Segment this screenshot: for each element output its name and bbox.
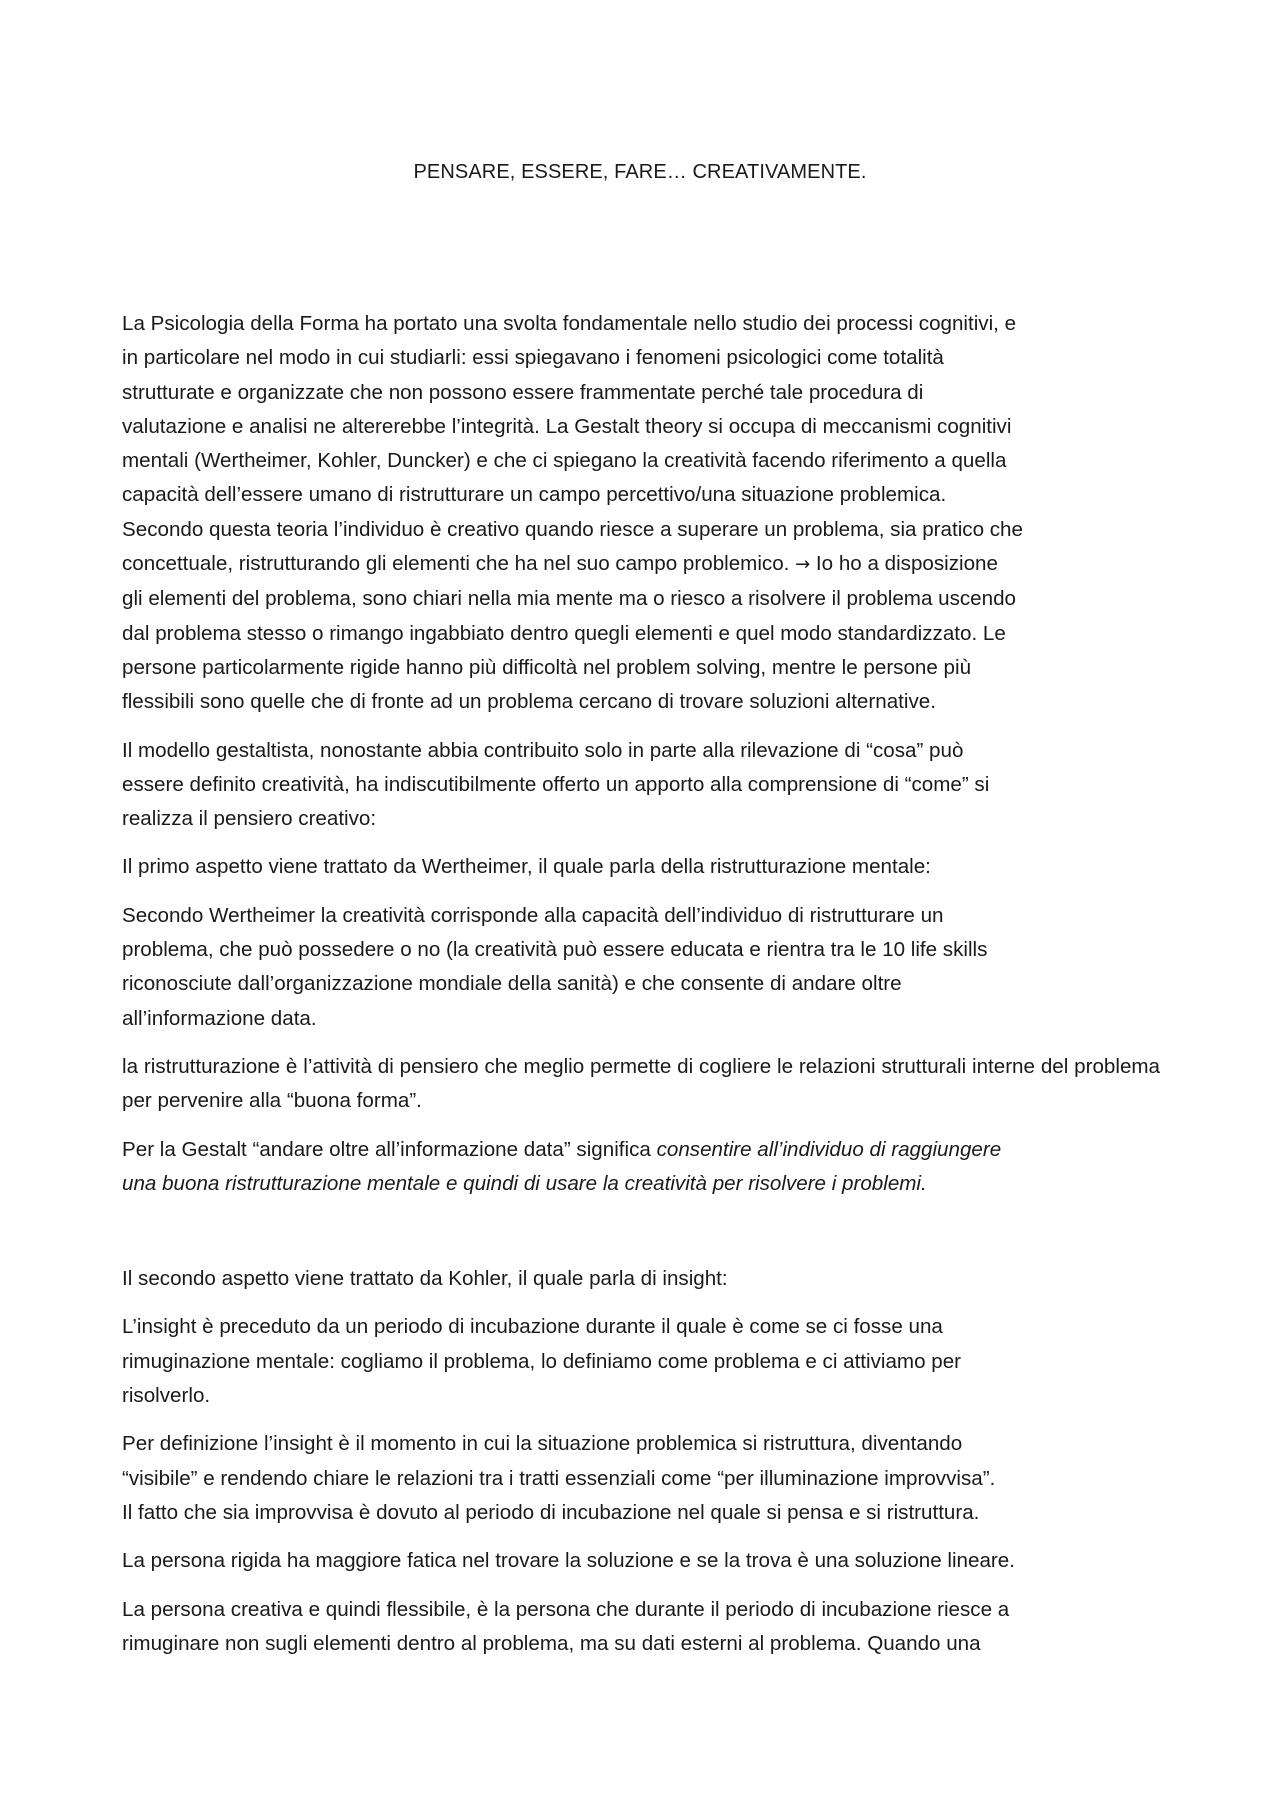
text-line: flessibili sono quelle che di fronte ad un problema cercano di trovare soluzioni alternative. [122,690,936,714]
text-line: “visibile” e rendendo chiare le relazioni tra i tratti essenziali come “per illuminazione improvvisa”. [122,1466,996,1490]
paragraph-first-aspect [122,850,1160,884]
text-line: essere definito creatività, ha indiscutibilmente offerto un apporto alla comprensione di “come” si [122,772,990,796]
text-segment: concettuale, ristrutturando gli elementi che ha nel suo campo problemico. [122,552,796,576]
text-line: rimuginare non sugli elementi dentro al problema, ma su dati esterni al problema. Quando una [122,1631,981,1655]
text-segment: Per la Gestalt “andare oltre all’informazione data” significa [122,1137,657,1161]
text-line: L’insight è preceduto da un periodo di incubazione durante il quale è come se ci fosse una [122,1315,943,1339]
text-line: dal problema stesso o rimango ingabbiato dentro quegli elementi e quel modo standardizzato. Le [122,621,1006,645]
paragraph-gestalt-definition [122,1133,1160,1202]
text-segment: Io ho a disposizione [810,552,998,576]
text-line [122,547,1160,582]
text-line: in particolare nel modo in cui studiarli: essi spiegavano i fenomeni psicologici come totalità [122,346,944,370]
paragraph-creative-person [122,1593,1160,1662]
blank-line [122,1215,1160,1262]
text-line: risolverlo. [122,1384,211,1408]
paragraph-insight-definition [122,1427,1160,1530]
paragraph-wertheimer [122,899,1160,1036]
italic-text: una buona ristrutturazione mentale e quindi di usare la creatività per risolvere i problemi. [122,1171,927,1195]
text-line: strutturate e organizzate che non possono essere frammentate perché tale procedura di [122,380,924,404]
text-line: Secondo questa teoria l’individuo è creativo quando riesce a superare un problema, sia pratico che [122,517,1023,541]
text-line [122,1167,1160,1201]
text-line: Il primo aspetto viene trattato da Wertheimer, il quale parla della ristrutturazione mentale: [122,855,931,879]
text-line: Il modello gestaltista, nonostante abbia contribuito solo in parte alla rilevazione di “cosa” può [122,738,964,762]
text-line: La Psicologia della Forma ha portato una svolta fondamentale nello studio dei processi cognitivi, e [122,312,1017,335]
text-line: valutazione e analisi ne altererebbe l’integrità. La Gestalt theory si occupa di meccanismi cognitivi [122,414,1012,438]
arrow-right-icon: → [795,554,811,576]
text-line: riconosciute dall’organizzazione mondiale della sanità) e che consente di andare oltre [122,972,902,996]
paragraph-second-aspect [122,1262,1160,1296]
text-line: realizza il pensiero creativo: [122,807,377,831]
text-line: La persona creativa e quindi flessibile, è la persona che durante il periodo di incubazione riesce a [122,1597,1010,1621]
paragraph-gestalt-intro [122,307,1160,720]
text-line: Il secondo aspetto viene trattato da Kohler, il quale parla di insight: [122,1267,728,1291]
text-line: gli elementi del problema, sono chiari nella mia mente ma o riesco a risolvere il problema uscendo [122,587,1016,611]
italic-text: consentire all’individuo di raggiungere [656,1137,1002,1161]
paragraph-gestalt-model [122,734,1160,837]
text-line: mentali (Wertheimer, Kohler, Duncker) e che ci spiegano la creatività facendo riferimento a quella [122,449,1007,473]
text-line: La persona rigida ha maggiore fatica nel trovare la soluzione e se la trova è una soluzione lineare. [122,1549,1015,1573]
text-line: problema, che può possedere o no (la creatività può essere educata e rientra tra le 10 life skills [122,938,988,962]
text-line: capacità dell’essere umano di ristrutturare un campo percettivo/una situazione problemica. [122,483,947,507]
text-line: rimuginazione mentale: cogliamo il problema, lo definiamo come problema e ci attiviamo per [122,1349,962,1373]
paragraph-insight-incubation [122,1310,1160,1413]
paragraph-rigid-person [122,1544,1160,1578]
text-line: Il fatto che sia improvvisa è dovuto al periodo di incubazione nel quale si pensa e si ristruttura. [122,1500,980,1524]
text-line: Secondo Wertheimer la creatività corrisponde alla capacità dell’individuo di ristrutturare un [122,903,944,927]
document-body [122,307,1160,1675]
document-title: PENSARE, ESSERE, FARE… CREATIVAMENTE. [413,161,867,183]
paragraph-restructuring: la ristrutturazione è l’attività di pensiero che meglio permette di cogliere le relazioni strutturali interne del problema per pervenire alla “buona forma”. [122,1054,1160,1113]
text-line: Per definizione l’insight è il momento in cui la situazione problemica si ristruttura, diventando [122,1432,963,1456]
text-line: all’informazione data. [122,1006,317,1030]
text-line: persone particolarmente rigide hanno più difficoltà nel problem solving, mentre le persone più [122,655,972,679]
text-line [122,1133,1160,1167]
